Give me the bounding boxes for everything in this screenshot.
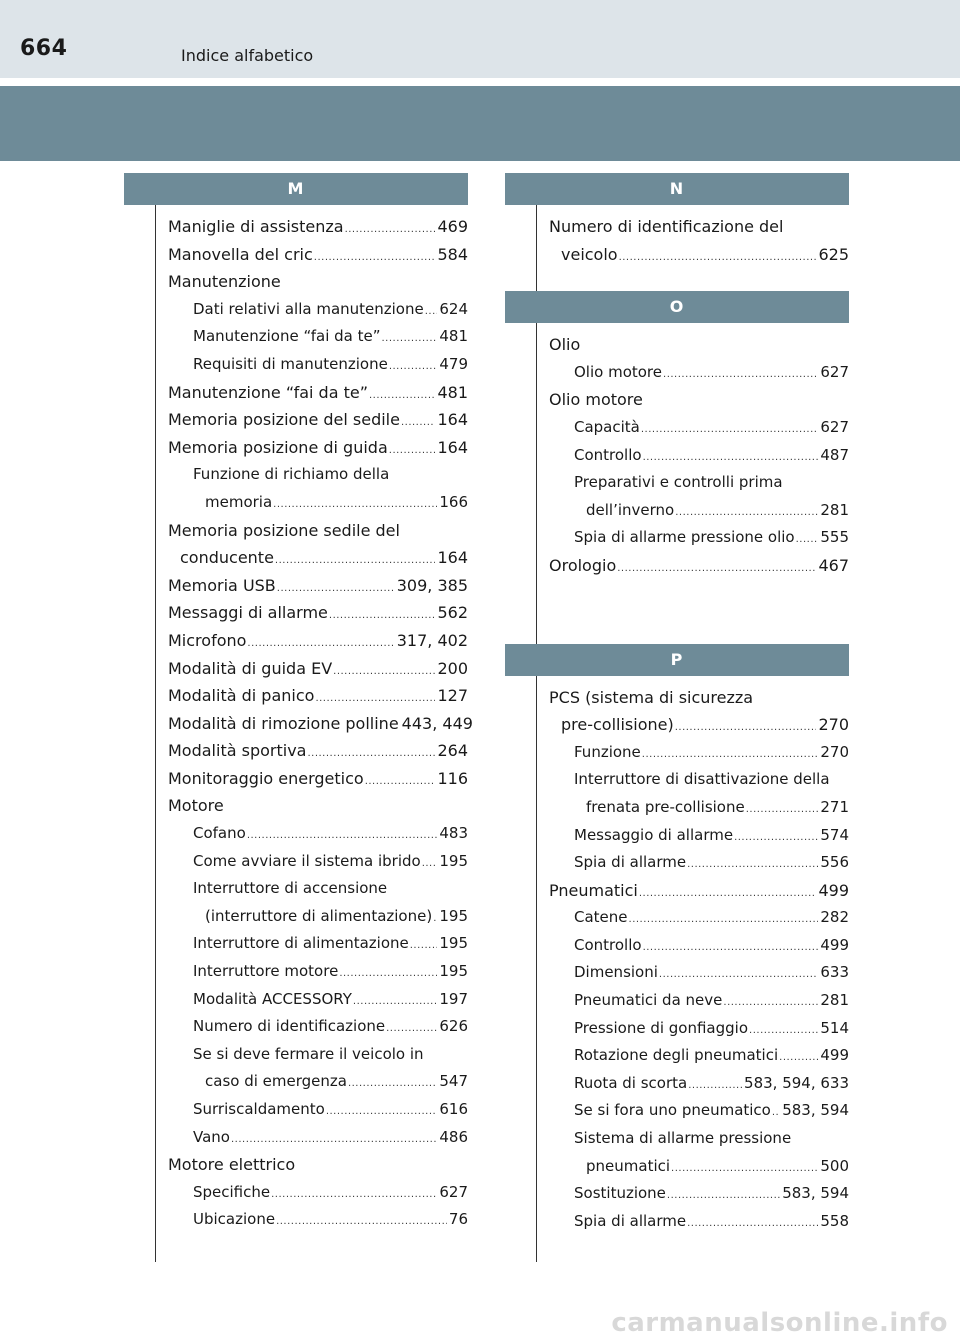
index-entry (124, 1151, 468, 1179)
entry-text: Sistema di allarme pressione (574, 1129, 792, 1148)
entry-page-ref[interactable]: 309, 385 (396, 575, 468, 595)
entry-text: dell’inverno (586, 500, 675, 519)
section-header-m: M (124, 173, 468, 205)
entry-text: Ruota di scorta (574, 1073, 688, 1092)
section-header-n: N (505, 173, 849, 205)
entry-text: Numero di identificazione del (549, 217, 784, 236)
index-column-left (124, 173, 473, 1257)
entry-text: Memoria posizione di guida (168, 437, 388, 457)
entry-page-ref[interactable]: 282 (820, 908, 849, 927)
index-entry (124, 710, 473, 738)
entry-text: frenata pre-collisione (586, 797, 745, 816)
index-entry (124, 627, 468, 655)
dot-leader (643, 934, 819, 962)
entry-text: Controllo (574, 445, 642, 464)
entry-text: Spia di allarme (574, 1211, 687, 1230)
index-subentry (505, 932, 849, 960)
entry-text: Modalità di panico (168, 686, 315, 706)
entry-text: Messaggio di allarme (574, 825, 734, 844)
section-entries-p (505, 676, 849, 1236)
entry-text: Olio (549, 335, 581, 355)
dot-leader (348, 1070, 437, 1098)
index-subentry (505, 1180, 849, 1208)
dot-leader (425, 298, 438, 326)
entry-page-ref[interactable]: 317, 402 (396, 630, 468, 650)
header-band (0, 86, 960, 161)
dot-leader (688, 1072, 742, 1100)
entry-text: Spia di allarme pressione olio (574, 528, 795, 547)
entry-text: Modalità di rimozione polline (168, 713, 399, 733)
page-header (0, 0, 960, 78)
dot-leader (369, 382, 435, 410)
entry-text: Sostituzione (574, 1184, 666, 1203)
dot-leader (307, 740, 435, 768)
entry-page-ref[interactable]: 499 (820, 1046, 849, 1065)
entry-page-ref[interactable]: 486 (439, 1127, 468, 1146)
entry-text: Funzione di richiamo della (193, 465, 390, 484)
dot-leader (329, 602, 436, 630)
index-entry (505, 213, 849, 241)
entry-text: Spia di allarme (574, 853, 687, 872)
index-entry (505, 877, 849, 905)
entry-page-ref[interactable]: 616 (439, 1100, 468, 1118)
dot-leader (389, 353, 438, 381)
index-subentry (124, 1124, 468, 1152)
entry-text: Vano (193, 1127, 230, 1146)
index-subentry (505, 987, 849, 1015)
entry-text: Interruttore di disattivazione della (574, 770, 830, 789)
entry-page-ref[interactable]: 164 (437, 548, 468, 568)
dot-leader (675, 714, 817, 742)
entry-text: Dati relativi alla manutenzione (193, 299, 424, 318)
entry-page-ref[interactable]: 76 (448, 1210, 468, 1229)
dot-leader (277, 575, 395, 603)
index-subentry (124, 1179, 468, 1207)
entry-page-ref[interactable]: 197 (439, 989, 468, 1008)
dot-leader (642, 741, 819, 769)
entry-text: Microfono (168, 630, 247, 650)
entry-page-ref[interactable]: 195 (439, 851, 468, 870)
index-subentry (505, 359, 849, 387)
dot-leader (663, 361, 818, 389)
entry-text: Pneumatici (549, 880, 638, 900)
index-subentry (505, 739, 849, 767)
entry-page-ref[interactable]: 583, 594, 633 (744, 1073, 849, 1092)
dot-leader (382, 325, 438, 353)
index-entry (124, 765, 468, 793)
entry-text: conducente (180, 548, 274, 568)
entry-text: Cofano (193, 824, 246, 843)
section-header-o: O (505, 291, 849, 323)
dot-leader (723, 989, 818, 1017)
index-subentry (505, 497, 849, 525)
index-entry (505, 684, 849, 712)
entry-page-ref[interactable]: 467 (818, 555, 849, 575)
entry-text: Interruttore motore (193, 962, 339, 981)
index-subentry (505, 1097, 849, 1125)
entry-text: Maniglie di assistenza (168, 217, 344, 236)
entry-page-ref[interactable]: 584 (437, 244, 468, 264)
entry-page-ref[interactable]: 514 (820, 1018, 849, 1037)
entry-page-ref[interactable]: 127 (437, 686, 468, 706)
entry-text: Surriscaldamento (193, 1100, 325, 1118)
dot-leader (276, 1208, 447, 1236)
entry-text: Messaggi di allarme (168, 603, 328, 623)
entry-text: Come avviare il sistema ibrido (193, 851, 421, 870)
entry-text: Preparativi e controlli prima (574, 473, 783, 492)
entry-page-ref[interactable]: 583, 594 (782, 1101, 849, 1120)
index-subentry (124, 489, 468, 517)
entry-page-ref[interactable]: 624 (439, 299, 468, 318)
entry-text: Manutenzione “fai da te” (193, 327, 381, 346)
entry-page-ref[interactable]: 499 (820, 935, 849, 954)
index-subentry (124, 351, 468, 379)
entry-text: Dimensioni (574, 963, 658, 982)
dot-leader (629, 906, 819, 934)
entry-text: Se si fora uno pneumatico (574, 1101, 771, 1120)
entry-page-ref[interactable]: 487 (820, 445, 849, 464)
entry-page-ref[interactable]: 483 (439, 824, 468, 843)
index-entry (124, 572, 468, 600)
index-subentry (505, 1153, 849, 1181)
index-subentry (505, 1015, 849, 1043)
entry-text: Se si deve fermare il veicolo in (193, 1044, 424, 1063)
entry-page-ref[interactable]: 627 (820, 362, 849, 381)
entry-page-ref[interactable]: 195 (439, 906, 468, 925)
entry-text: Memoria posizione sedile del (168, 520, 400, 540)
dot-leader (746, 796, 819, 824)
dot-leader (675, 499, 818, 527)
entry-text: Catene (574, 908, 628, 927)
dot-leader (401, 409, 435, 437)
dot-leader (619, 244, 817, 272)
index-subentry (505, 524, 849, 552)
dot-leader (617, 555, 816, 583)
entry-text: Olio motore (574, 362, 663, 381)
index-entry (124, 544, 468, 572)
entry-page-ref[interactable]: 562 (437, 603, 468, 623)
index-entry (124, 434, 468, 462)
dot-leader (326, 1098, 438, 1126)
dot-leader (410, 932, 438, 960)
dot-leader (275, 547, 436, 575)
entry-page-ref[interactable]: 479 (439, 354, 468, 373)
entry-page-ref[interactable]: 633 (820, 963, 849, 982)
dot-leader (339, 960, 437, 988)
dot-leader (433, 905, 437, 933)
index-entry (505, 711, 849, 739)
index-entry (124, 213, 468, 241)
index-subentry (124, 930, 468, 958)
index-entry (124, 379, 468, 407)
entry-page-ref[interactable]: 481 (439, 327, 468, 346)
index-subentry (124, 1096, 468, 1124)
index-subentry (124, 875, 468, 903)
entry-page-ref[interactable]: 270 (818, 715, 849, 735)
index-subentry (124, 848, 468, 876)
dot-leader (422, 850, 438, 878)
index-entry (124, 406, 468, 434)
entry-page-ref[interactable]: 195 (439, 934, 468, 953)
entry-text: memoria (205, 492, 273, 511)
entry-page-ref[interactable]: 625 (818, 244, 849, 264)
dot-leader (231, 1126, 437, 1154)
dot-leader (314, 244, 436, 272)
entry-text: Modalità di guida EV (168, 658, 333, 678)
entry-page-ref[interactable]: 270 (820, 742, 849, 761)
index-column-right (505, 173, 849, 1258)
entry-page-ref[interactable]: 281 (820, 991, 849, 1010)
dot-leader (687, 1210, 818, 1238)
section-header-p: P (505, 644, 849, 676)
entry-page-ref[interactable]: 281 (820, 500, 849, 519)
entry-text: pre-collisione) (561, 715, 674, 735)
entry-text: Monitoraggio energetico (168, 768, 364, 788)
entry-text: Orologio (549, 555, 617, 575)
watermark: carmanualsonline.info (611, 1308, 948, 1338)
dot-leader (639, 880, 817, 908)
index-subentry (124, 1068, 468, 1096)
entry-text: Ubicazione (193, 1210, 276, 1229)
page-number: 664 (20, 36, 68, 61)
index-entry (505, 552, 849, 580)
entry-page-ref[interactable]: 499 (818, 880, 849, 900)
entry-text: Capacità (574, 417, 640, 436)
index-subentry (124, 903, 468, 931)
index-entry (124, 517, 468, 545)
index-subentry (124, 296, 468, 324)
entry-text: Specifiche (193, 1182, 271, 1201)
index-subentry (124, 986, 468, 1014)
entry-page-ref[interactable]: 583, 594 (782, 1184, 849, 1203)
entry-text: Manutenzione “fai da te” (168, 382, 368, 402)
dot-leader (687, 851, 818, 879)
entry-page-ref[interactable]: 481 (437, 382, 468, 402)
index-subentry (505, 442, 849, 470)
dot-leader (365, 768, 436, 796)
index-subentry (505, 414, 849, 442)
index-subentry (505, 849, 849, 877)
dot-leader (315, 685, 435, 713)
index-subentry (124, 1206, 468, 1234)
index-entry (505, 241, 849, 269)
entry-text: Modalità sportiva (168, 741, 307, 761)
dot-leader (667, 1182, 780, 1210)
section-entries-n (505, 205, 849, 268)
entry-text: caso di emergenza (205, 1072, 347, 1091)
entry-page-ref[interactable]: 558 (820, 1211, 849, 1230)
index-subentry (124, 820, 468, 848)
dot-leader (772, 1099, 780, 1127)
index-subentry (124, 958, 468, 986)
index-subentry (124, 323, 468, 351)
entry-text: Motore elettrico (168, 1155, 296, 1175)
index-subentry (124, 1013, 468, 1041)
index-subentry (505, 794, 849, 822)
entry-text: Motore (168, 796, 224, 816)
dot-leader (671, 1155, 818, 1183)
index-entry (505, 386, 849, 414)
entry-text: Memoria USB (168, 575, 276, 595)
index-subentry (505, 1042, 849, 1070)
entry-page-ref[interactable]: 574 (820, 825, 849, 844)
entry-page-ref[interactable]: 195 (439, 962, 468, 981)
dot-leader (641, 416, 818, 444)
dot-leader (345, 216, 436, 244)
entry-text: Pressione di gonfiaggio (574, 1018, 749, 1037)
entry-text: (interruttore di alimentazione) (205, 906, 433, 925)
index-entry (124, 682, 468, 710)
index-entry (124, 737, 468, 765)
index-entry (124, 655, 468, 683)
dot-leader (643, 444, 819, 472)
entry-page-ref[interactable]: 443, 449 (401, 713, 473, 733)
index-entry (124, 241, 468, 269)
index-subentry (505, 1125, 849, 1153)
index-entry (124, 268, 468, 296)
index-subentry (505, 1208, 849, 1236)
entry-page-ref[interactable]: 200 (437, 658, 468, 678)
section-entries-o (505, 323, 849, 579)
entry-page-ref[interactable]: 627 (439, 1182, 468, 1201)
index-subentry (505, 904, 849, 932)
entry-text: Memoria posizione del sedile (168, 410, 400, 430)
entry-text: PCS (sistema di sicurezza (549, 687, 754, 707)
entry-text: Manovella del cric (168, 244, 313, 264)
entry-text: Controllo (574, 935, 642, 954)
entry-page-ref[interactable]: 469 (437, 217, 468, 236)
page-title: Indice alfabetico (181, 46, 314, 65)
entry-page-ref[interactable]: 271 (820, 797, 849, 816)
dot-leader (389, 437, 436, 465)
entry-page-ref[interactable]: 264 (437, 741, 468, 761)
entry-text: Interruttore di alimentazione (193, 934, 409, 953)
index-entry (124, 792, 468, 820)
index-entry (505, 331, 849, 359)
index-subentry (505, 469, 849, 497)
entry-page-ref[interactable]: 627 (820, 417, 849, 436)
entry-page-ref[interactable]: 164 (437, 410, 468, 430)
entry-text: Interruttore di accensione (193, 879, 388, 898)
entry-page-ref[interactable]: 547 (439, 1072, 468, 1091)
entry-text: Manutenzione (168, 272, 281, 292)
dot-leader (749, 1017, 818, 1045)
index-entry (124, 599, 468, 627)
entry-page-ref[interactable]: 116 (437, 768, 468, 788)
dot-leader (796, 526, 819, 554)
dot-leader (247, 822, 438, 850)
entry-page-ref[interactable]: 556 (820, 853, 849, 872)
entry-text: Requisiti di manutenzione (193, 354, 388, 373)
index-subentry (124, 461, 468, 489)
index-subentry (505, 822, 849, 850)
index-subentry (505, 766, 849, 794)
entry-page-ref[interactable]: 555 (820, 528, 849, 547)
header-divider (0, 78, 960, 86)
entry-page-ref[interactable]: 164 (437, 437, 468, 457)
entry-text: Numero di identificazione (193, 1017, 386, 1036)
dot-leader (273, 491, 437, 519)
dot-leader (659, 961, 818, 989)
index-subentry (505, 1070, 849, 1098)
entry-page-ref[interactable]: 500 (820, 1156, 849, 1175)
dot-leader (333, 658, 435, 686)
entry-text: veicolo (561, 244, 618, 264)
entry-text: pneumatici (586, 1156, 671, 1175)
entry-text: Olio motore (549, 390, 643, 410)
entry-text: Rotazione degli pneumatici (574, 1046, 779, 1065)
entry-text: Modalità ACCESSORY (193, 989, 352, 1008)
dot-leader (353, 988, 437, 1016)
entry-page-ref[interactable]: 166 (439, 492, 468, 511)
index-subentry (124, 1041, 468, 1069)
entry-page-ref[interactable]: 626 (439, 1017, 468, 1036)
entry-text: Funzione (574, 742, 641, 761)
dot-leader (734, 824, 818, 852)
index-subentry (505, 959, 849, 987)
section-entries-m (124, 205, 473, 1234)
dot-leader (247, 630, 394, 658)
dot-leader (779, 1044, 818, 1072)
dot-leader (386, 1015, 437, 1043)
dot-leader (271, 1181, 437, 1209)
entry-text: Pneumatici da neve (574, 991, 723, 1010)
